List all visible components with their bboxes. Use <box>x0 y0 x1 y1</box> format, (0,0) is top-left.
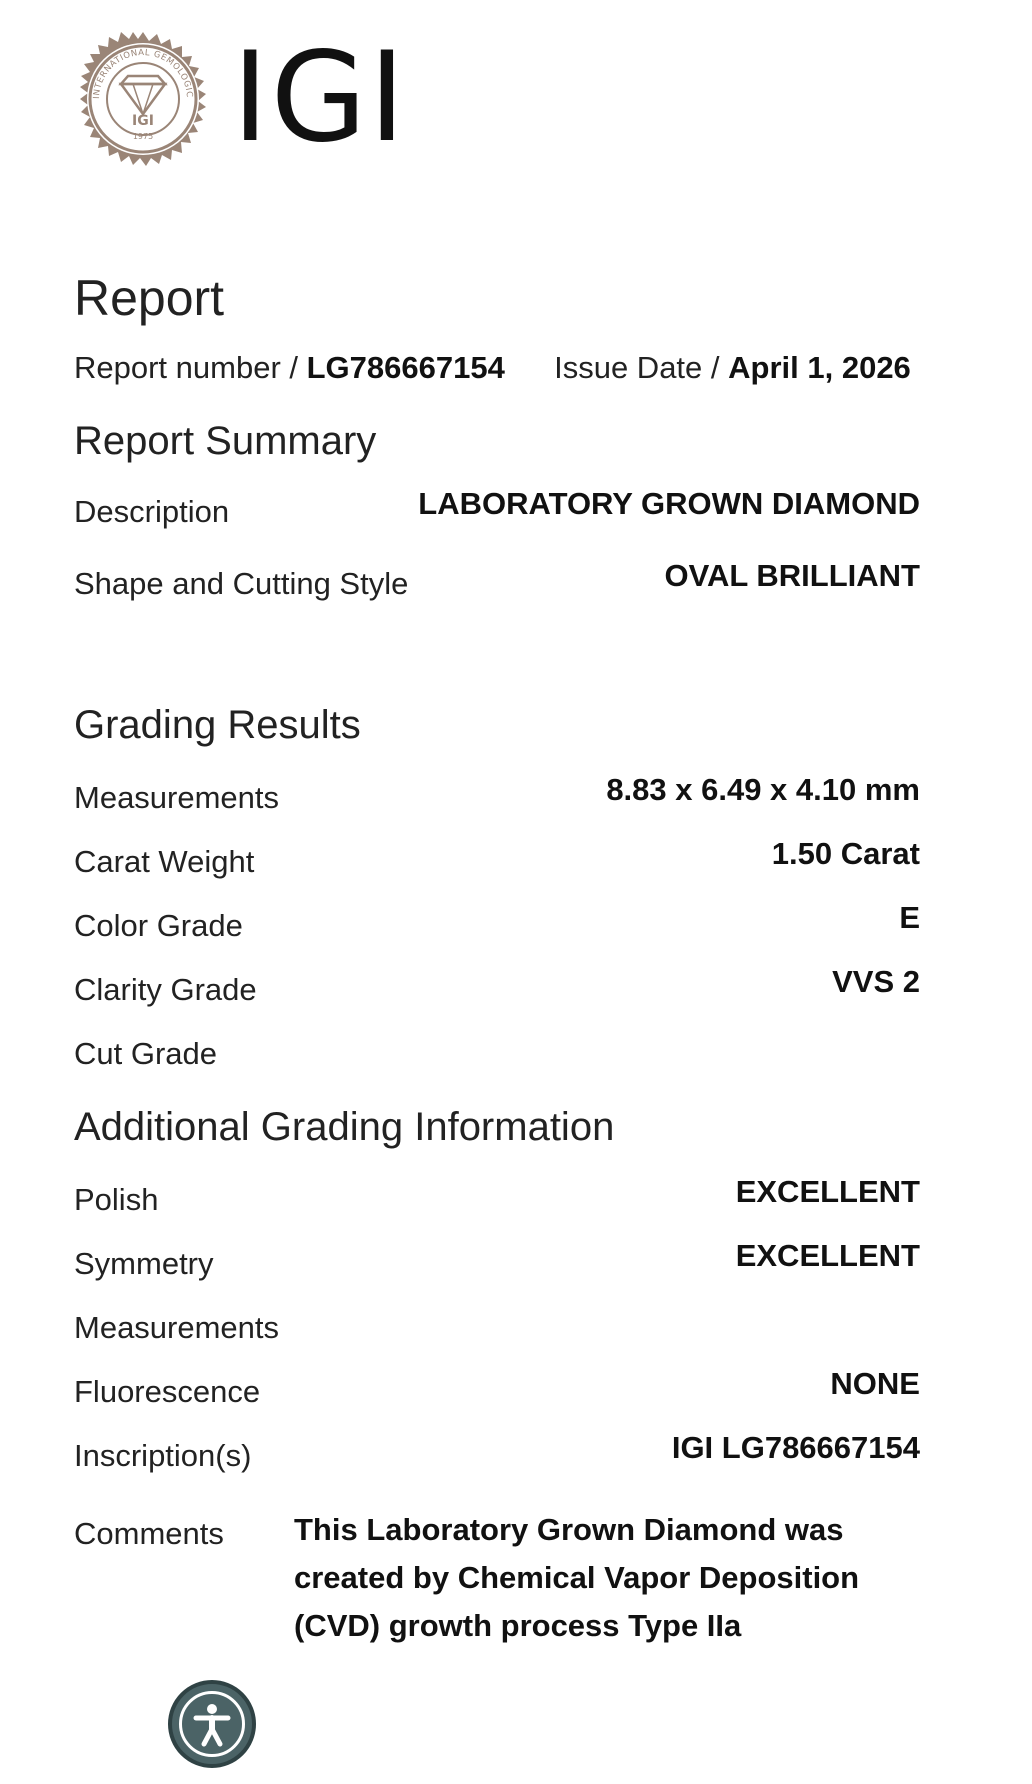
accessibility-icon <box>179 1691 245 1757</box>
row-color-grade <box>74 902 920 946</box>
row-value: OVAL BRILLIANT <box>664 558 920 593</box>
igi-wordmark: IGI <box>232 26 408 170</box>
row-value: NONE <box>830 1366 920 1401</box>
igi-seal-logo <box>76 32 210 166</box>
svg-text:INTERNATIONAL GEMOLOGICAL INST: INTERNATIONAL GEMOLOGIC <box>91 47 195 100</box>
row-label: Measurements <box>74 780 280 815</box>
row-description <box>74 488 920 532</box>
row-fluorescence <box>74 1368 920 1412</box>
section-title-summary: Report Summary <box>74 419 377 463</box>
row-label: Clarity Grade <box>74 972 257 1007</box>
comments-label: Comments <box>74 1516 224 1551</box>
row-shape <box>74 560 920 604</box>
row-label: Fluorescence <box>74 1374 261 1409</box>
row-value: E <box>899 900 920 935</box>
row-label: Carat Weight <box>74 844 255 879</box>
row-clarity-grade <box>74 966 920 1010</box>
row-label: Shape and Cutting Style <box>74 566 409 601</box>
row-measurements <box>74 774 920 818</box>
row-label: Cut Grade <box>74 1036 218 1071</box>
row-value: EXCELLENT <box>735 1174 920 1209</box>
issue-date: April 1, 2026 <box>728 350 911 385</box>
row-value: EXCELLENT <box>735 1238 920 1273</box>
svg-text:1975: 1975 <box>132 132 154 141</box>
row-label: Polish <box>74 1182 159 1217</box>
row-label: Symmetry <box>74 1246 214 1281</box>
report-meta <box>74 348 911 388</box>
row-label: Inscription(s) <box>74 1438 252 1473</box>
issue-date-label: Issue Date / <box>554 350 720 385</box>
report-number: LG786667154 <box>306 350 505 385</box>
row-symmetry <box>74 1240 920 1284</box>
section-title-additional: Additional Grading Information <box>74 1105 615 1149</box>
row-value: 8.83 x 6.49 x 4.10 mm <box>606 772 920 807</box>
row-polish <box>74 1176 920 1220</box>
report-number-label: Report number / <box>74 350 298 385</box>
section-title-grading: Grading Results <box>74 703 361 747</box>
row-value: 1.50 Carat <box>771 836 920 871</box>
svg-text:IGI: IGI <box>132 113 154 129</box>
row-label: Measurements <box>74 1310 280 1345</box>
row-label: Color Grade <box>74 908 243 943</box>
row-label: Description <box>74 494 230 529</box>
row-cut-grade <box>74 1030 920 1074</box>
row-value: VVS 2 <box>832 964 920 999</box>
row-inscription <box>74 1432 920 1476</box>
row-measurements-additional <box>74 1304 920 1348</box>
row-value: IGI LG786667154 <box>671 1430 920 1465</box>
row-carat-weight <box>74 838 920 882</box>
row-value: LABORATORY GROWN DIAMOND <box>418 486 920 521</box>
comments-value: This Laboratory Grown Diamond was created by Chemical Vapor Deposition (CVD) growth process Type IIa <box>294 1512 860 1643</box>
accessibility-button[interactable] <box>168 1680 256 1768</box>
page-title: Report <box>74 270 225 326</box>
